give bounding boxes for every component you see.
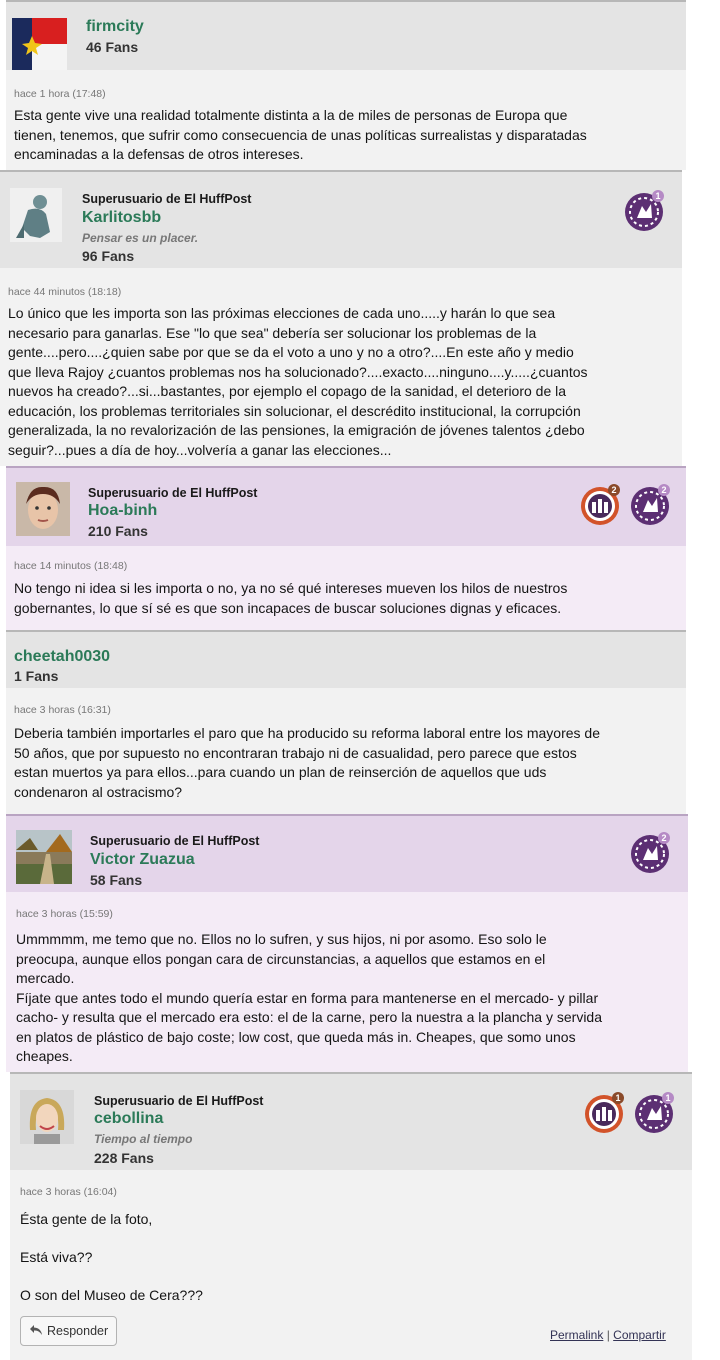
comment-line: Está viva??: [20, 1249, 93, 1265]
comment-header: [6, 466, 686, 546]
fans-count[interactable]: 96 Fans: [82, 248, 135, 264]
username[interactable]: Victor Zuazua: [90, 851, 195, 868]
superuser-label: Superusuario de El HuffPost: [90, 834, 260, 848]
comment-karlitosbb: [0, 170, 682, 466]
links-separator: |: [606, 1328, 610, 1342]
comment-line: Ésta gente de la foto,: [20, 1211, 153, 1227]
share-link[interactable]: Compartir: [613, 1328, 666, 1342]
comment-text: No tengo ni idea si les importa o no, ya no sé qué intereses mueven los hilos de nuestros gobernantes, lo que sí sé es que son incapaces de buscar soluciones dignas y eficaces.: [14, 580, 568, 616]
avatar[interactable]: [12, 18, 67, 70]
username[interactable]: firmcity: [86, 18, 144, 35]
reply-label: Responder: [47, 1324, 109, 1338]
comment-header: [6, 814, 688, 892]
comment-header: [6, 0, 686, 70]
superuser-badge-icon[interactable]: [628, 482, 672, 526]
comment-links: [550, 1328, 666, 1342]
superuser-badge-icon[interactable]: [632, 1090, 676, 1134]
badge-count: 2: [661, 485, 667, 495]
avatar[interactable]: [10, 188, 62, 242]
badge-count: 1: [615, 1093, 621, 1103]
comment-cebollina: [10, 1072, 692, 1360]
superuser-badge-icon[interactable]: [622, 188, 666, 232]
timestamp[interactable]: hace 14 minutos (18:48): [14, 560, 128, 572]
badge-count: 2: [611, 485, 617, 495]
fans-count[interactable]: 58 Fans: [90, 872, 143, 888]
comment-body: [6, 546, 686, 632]
comment-line: O son del Museo de Cera???: [20, 1287, 203, 1303]
username[interactable]: Karlitosbb: [82, 209, 162, 226]
comment-text: Ummmmm, me temo que no. Ellos no lo sufren, y sus hijos, ni por asomo. Eso solo le preocupa, aunque ellos pongan cara de circunstancias, a aquellos que estamos en el mercado. Fíjate que antes todo el mundo quería estar en forma para mantenerse en el mercado- y pillar cacho- y resulta que el mercado era esto: el de la carne, pero la nuestra a la plancha y servida en platos de plástico de bajo coste; low cost, que queda más in. Cheapes, que somo unos cheapes.: [16, 931, 602, 1064]
badge-count: 1: [655, 191, 661, 201]
superuser-label: Superusuario de El HuffPost: [94, 1094, 264, 1108]
landscape-avatar-image: [16, 830, 72, 884]
comment-cheetah0030: [6, 630, 686, 814]
comment-body: [10, 1170, 692, 1360]
comment-header: [6, 630, 686, 688]
avatar[interactable]: [20, 1090, 74, 1144]
avatar[interactable]: [16, 830, 72, 884]
comment-body: [0, 268, 682, 466]
timestamp[interactable]: hace 3 horas (16:31): [14, 704, 111, 716]
timestamp[interactable]: hace 1 hora (17:48): [14, 88, 106, 100]
comment-body: [6, 892, 688, 1072]
fans-count[interactable]: 46 Fans: [86, 39, 139, 55]
comment-firmcity: [6, 0, 686, 170]
badge-count: 2: [661, 833, 667, 843]
user-tagline: Tiempo al tiempo: [94, 1132, 193, 1146]
avatar[interactable]: [16, 482, 70, 536]
superuser-badge-icon[interactable]: [628, 830, 672, 874]
community-badge-icon[interactable]: [582, 1090, 626, 1134]
blonde-woman-avatar-image: [20, 1090, 74, 1144]
fans-count[interactable]: 1 Fans: [14, 668, 59, 684]
comment-body: [6, 70, 686, 170]
comment-text: Lo único que les importa son las próximas elecciones de cada uno.....y harán lo que sea necesario para ganarlas. Ese "lo que sea" debería ser solucionar los problemas de la gente....pero....¿quien sabe por que se da el voto a uno y no a otro?....En este año y medio que lleva Rajoy ¿cuantos problemas nos ha solucionado?....exacto....ninguno....y.....¿cuantos nuevos ha creado?...si...bastantes, por ejemplo el copago de la sanidad, el deterioro de la educación, los problemas territoriales sin solucionar, el descrédito institucional, la corrupción generalizada, la no revalorización de las pensiones, la emigración de jóvenes talentos ¿debo seguir?...pues a día de hoy...volvería a ganar las elecciones...: [8, 305, 588, 458]
username[interactable]: cebollina: [94, 1110, 164, 1127]
flag-avatar-image: [12, 18, 67, 70]
portrait-avatar-image: [16, 482, 70, 536]
username[interactable]: cheetah0030: [14, 648, 111, 665]
comment-victor-zuazua: [6, 814, 688, 1072]
username[interactable]: Hoa-binh: [88, 502, 158, 519]
fans-count[interactable]: 228 Fans: [94, 1150, 154, 1166]
comment-header: [0, 170, 682, 268]
timestamp[interactable]: hace 44 minutos (18:18): [8, 286, 122, 298]
permalink-link[interactable]: Permalink: [550, 1328, 604, 1342]
user-tagline: Pensar es un placer.: [82, 231, 199, 245]
comment-body: [6, 688, 686, 814]
timestamp[interactable]: hace 3 horas (16:04): [20, 1186, 117, 1198]
superuser-label: Superusuario de El HuffPost: [88, 486, 258, 500]
statue-avatar-image: [10, 188, 62, 242]
comment-text: Deberia también importarles el paro que ha producido su reforma laboral entre los mayores de 50 años, que por supuesto no encontraran trabajo ni de casualidad, pero parece que estos estan muertos ya para ellos...para cuando un plan de reinserción de aquellos que uds condenaron al ostracismo?: [14, 725, 600, 800]
superuser-label: Superusuario de El HuffPost: [82, 192, 252, 206]
comment-text: Esta gente vive una realidad totalmente distinta a la de miles de personas de Europa que tienen, tenemos, que sufrir como consecuencia de unas políticas surrealistas y disparatadas encaminadas a la defensas de otros intereses.: [14, 107, 587, 162]
fans-count[interactable]: 210 Fans: [88, 523, 148, 539]
reply-arrow-icon: [29, 1318, 43, 1346]
reply-button[interactable]: [20, 1316, 117, 1346]
comment-hoa-binh: [6, 466, 686, 632]
community-badge-icon[interactable]: [578, 482, 622, 526]
timestamp[interactable]: hace 3 horas (15:59): [16, 908, 113, 920]
comment-header: [10, 1072, 692, 1170]
badge-count: 1: [665, 1093, 671, 1103]
